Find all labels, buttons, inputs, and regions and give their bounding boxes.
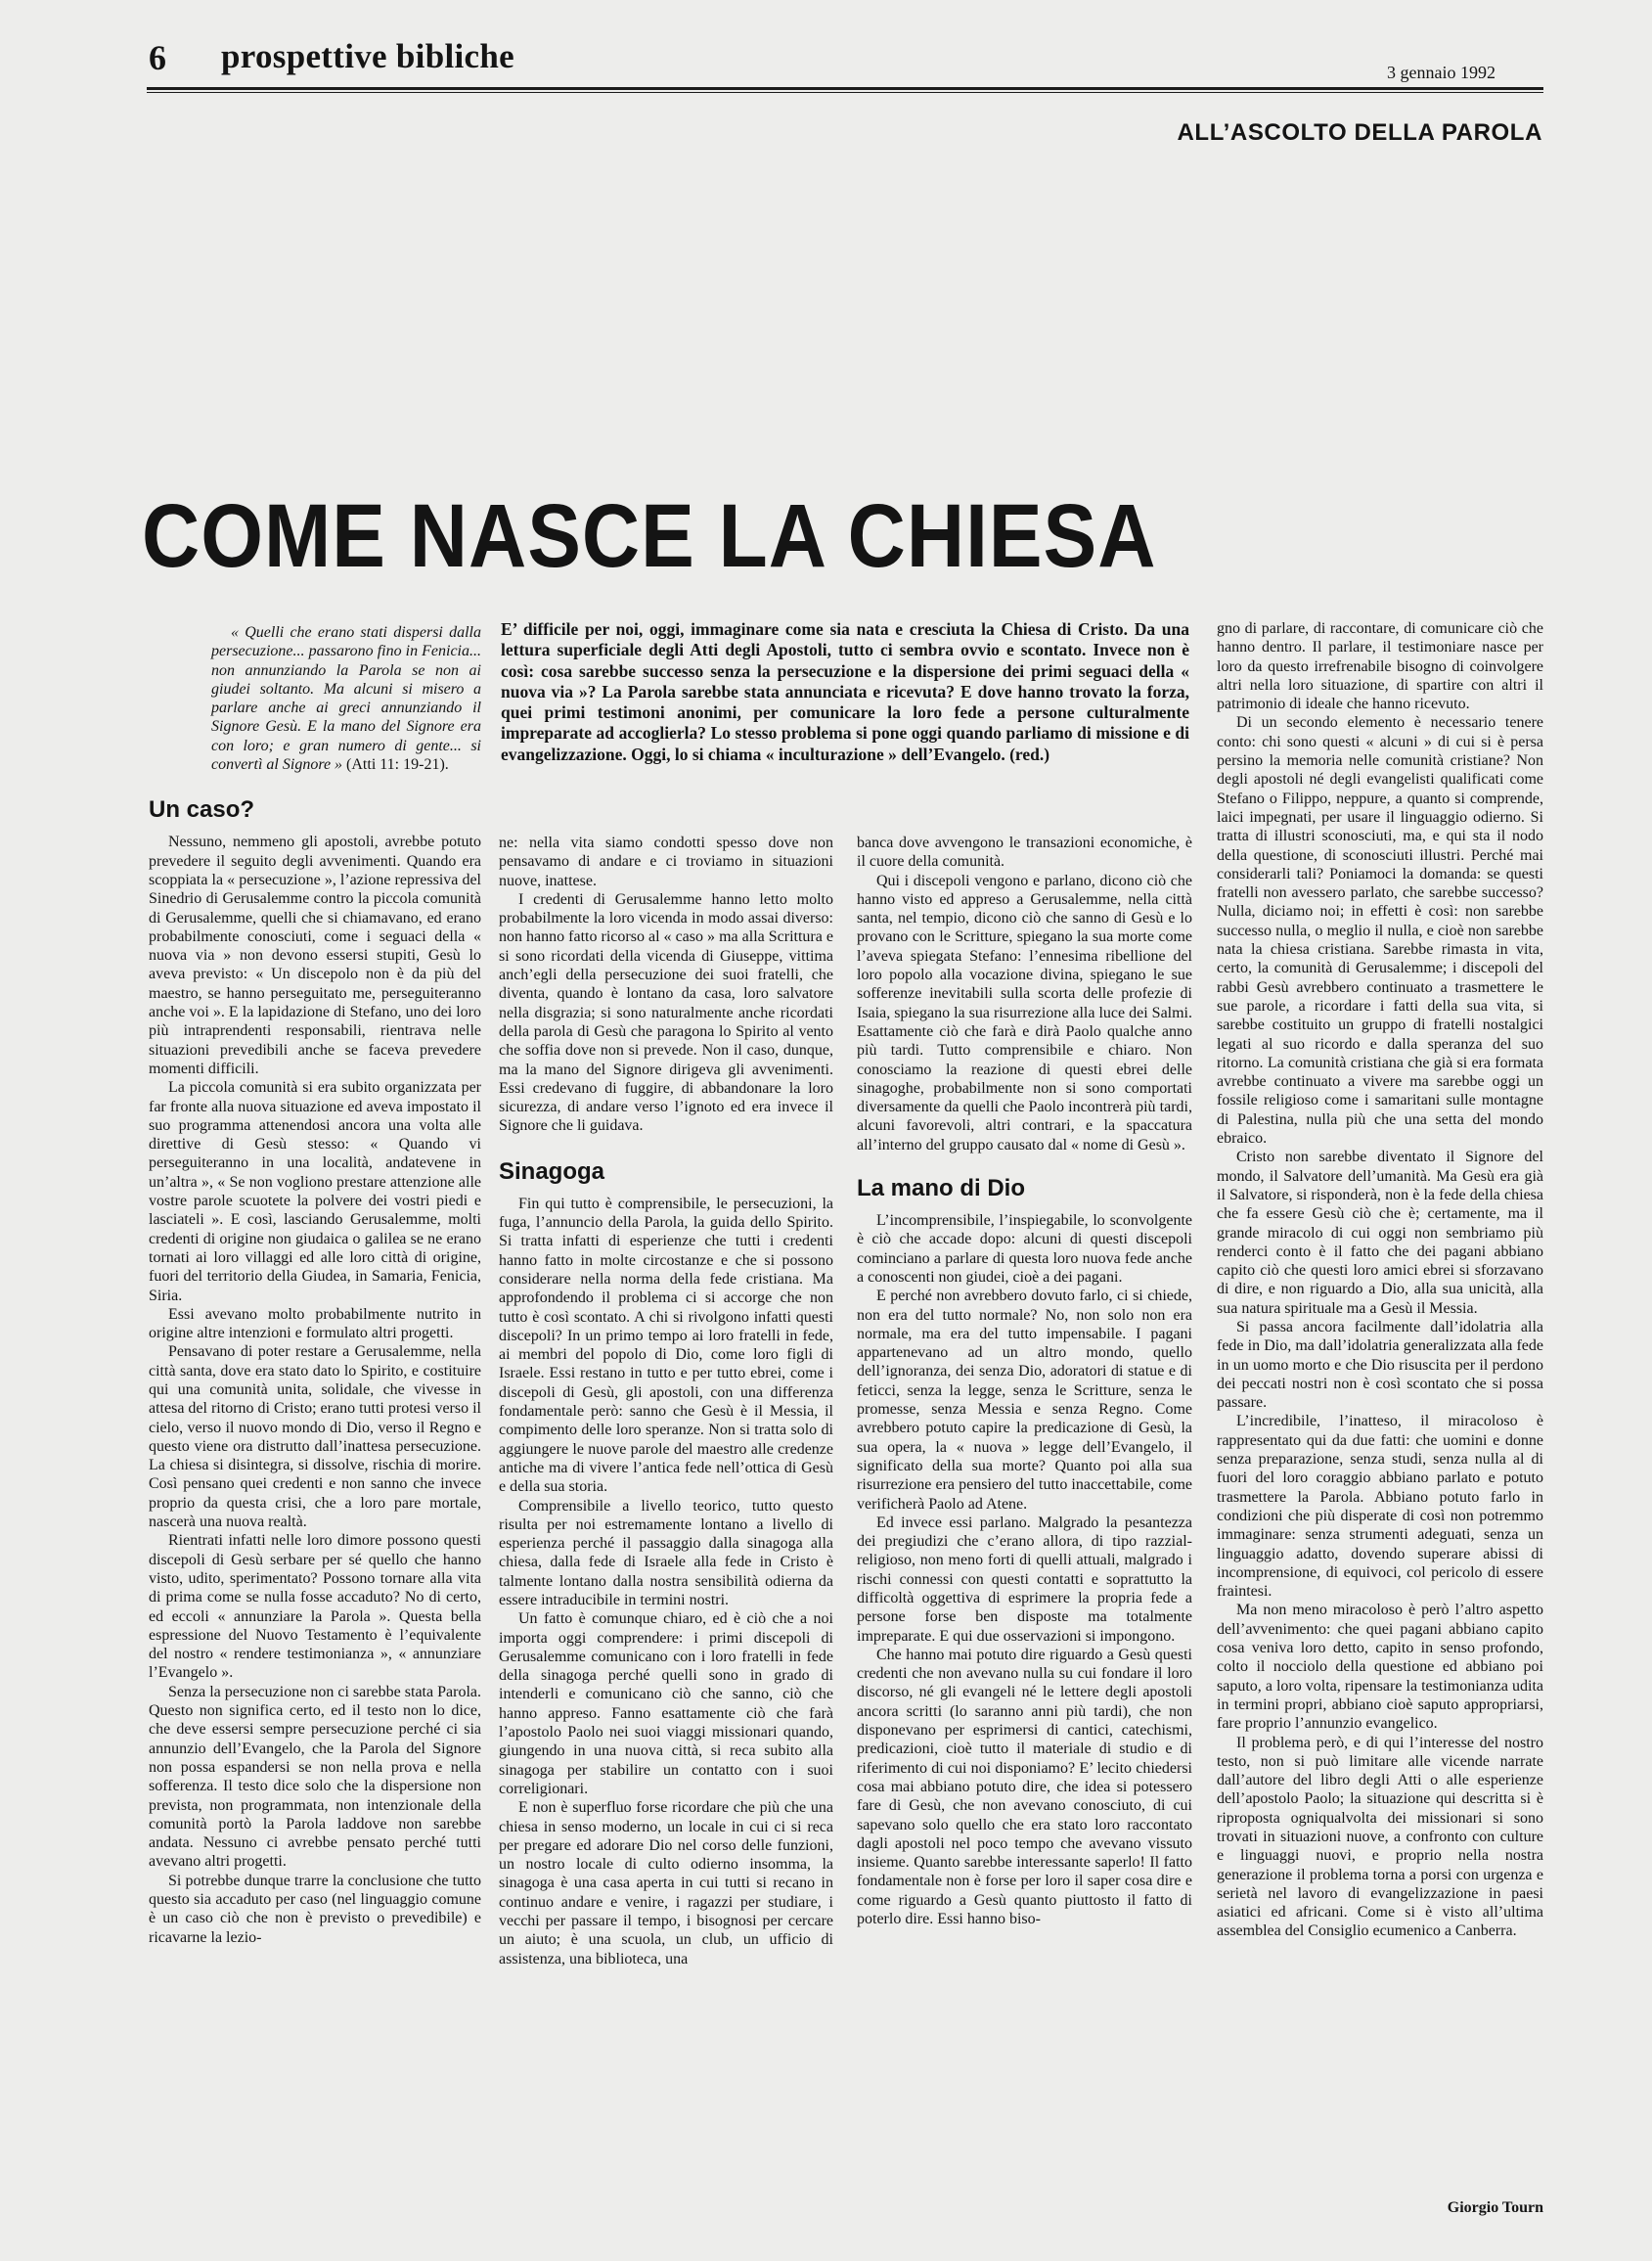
paragraph: Di un secondo elemento è necessario tenere conto: chi sono questi « alcuni » di cui si è persa persino la memoria nelle comunità cristiane? Non degli apostoli né degli evangelisti qualificati come Stefano o Filippo, neppure, a quanto si comprende, laici impegnati, per usare il linguaggio odierno. Si tratta di illustri sconosciuti, ma, e qui sta il nodo della questione, di sconosciuti illustri. Perché mai considerarli tali? Poniamoci la domanda: se questi fratelli non avessero parlato, che sarebbe successo? Nulla, diciamo noi; in effetti è così: non sarebbe successo nulla, o meglio il nulla, e cioè non sarebbe nata la chiesa cristiana. Sarebbe rimasta in vita, certo, la comunità di Gerusalemme; i discepoli del rabbi Gesù avrebbero continuato a trasmettere le sue parole, a ricordare i fatti della sua vita, si sarebbe costituito un gruppo di fratelli nostalgici legati al suo ricordo e dalla speranza del suo ritorno. La comunità cristiana che già si era formata avrebbe continuato a vivere ma sarebbe oggi un fossile religioso come i samaritani sulle montagne di Palestina, nulla più che una setta del mondo ebraico.: [1217, 714, 1543, 1148]
paragraph: Pensavano di poter restare a Gerusalemme, nella città santa, dove era stato dato lo Spirito, e costituire qui una comunità unita, solidale, che vivesse in attesa del ritorno di Cristo; erano tutti protesi verso il cielo, verso il nuovo mondo di Dio, verso il Regno e questo viene ora distrutto dall’inattesa persecuzione. La chiesa si disintegra, si dissolve, rischia di morire. Così pensano quei credenti e non sanno che invece proprio da questa crisi, che a loro pare mortale, nascerà una nuova realtà.: [149, 1343, 481, 1531]
subhead-un-caso: Un caso?: [149, 796, 255, 824]
paragraph: Cristo non sarebbe diventato il Signore del mondo, il Salvatore dell’umanità. Ma Gesù era già il Salvatore, si risponderà, non è la fede della chiesa che fa essere Gesù ciò che è; certamente, ma il grande miracolo di cui oggi non sembriamo più renderci conto è il fatto che dei pagani abbiano capito ciò che questi loro amici ebrei si sforzavano di dire, e non riguardo a Dio, alla sua unicità, alla sua natura spirituale ma a Gesù il Messia.: [1217, 1149, 1543, 1317]
author-signature: Giorgio Tourn: [1447, 2199, 1543, 2216]
column-4: [1217, 619, 1543, 1941]
column-2: [499, 834, 833, 1968]
paragraph: Essi avevano molto probabilmente nutrito in origine altre intenzioni e formulato altri progetti.: [149, 1305, 481, 1342]
article-title: COME NASCE LA CHIESA: [142, 486, 1157, 587]
epigraph-reference: (Atti 11: 19-21).: [346, 756, 449, 774]
paragraph: Fin qui tutto è comprensibile, le persecuzioni, la fuga, l’annuncio della Parola, la guida dello Spirito. Si tratta infatti di esperienze che tutti i credenti hanno fatto in molte circostanze e che si possono considerare nella norma della fede cristiana. Ma approfondendo il problema ci si accorge che non tutto è così scontato. A chi si rivolgono infatti questi discepoli? In un primo tempo ai loro fratelli in fede, ai membri del popolo di Dio, come loro figli di Israele. Essi restano in tutto e per tutto ebrei, come i discepoli di Gesù, gli apostoli, con una differenza fondamentale però: sanno che Gesù è il Messia, il compimento delle loro speranze. Non si tratta solo di aggiungere le nuove parole del maestro alle credenze antiche ma di vivere l’antica fede nell’ottica di Gesù e della sua storia.: [499, 1195, 833, 1496]
epigraph: [149, 623, 481, 774]
column-1: [149, 623, 481, 1947]
paragraph: Nessuno, nemmeno gli apostoli, avrebbe potuto prevedere il seguito degli avvenimenti. Quando era scoppiata la « persecuzione », l’azione repressiva del Sinedrio di Gerusalemme contro la piccola comunità di Gerusalemme, quelli che si chiamavano, ed erano probabilmente conosciuti, come i seguaci della « nuova via » non devono essersi stupiti, Gesù lo aveva previsto: « Un discepolo non è da più del maestro, se hanno perseguitato me, perseguiteranno anche voi ». E la lapidazione di Stefano, uno dei loro più intraprendenti responsabili, rientrava nelle situazioni prevedibili anche se faceva prevedere momenti difficili.: [149, 834, 481, 1077]
paragraph: gno di parlare, di raccontare, di comunicare ciò che hanno dentro. Il parlare, il testimoniare nasce per loro da questo irrefrenabile bisogno di coinvolgere altri nella loro situazione, di spartire con altri il patrimonio di ideale che hanno ricevuto.: [1217, 620, 1543, 713]
masthead-rule-thin: [147, 92, 1543, 93]
paragraph: E non è superfluo forse ricordare che più che una chiesa in senso moderno, un locale in cui ci si reca per pregare ed adorare Dio nel corso delle funzioni, un nostro locale di culto odierno insomma, la sinagoga è una casa aperta in cui tutti si recano in continuo andare e venire, i ragazzi per studiare, i vecchi per passare il tempo, i bisognosi per cercare un aiuto; è una scuola, un club, un ufficio di assistenza, una biblioteca, una: [499, 1799, 833, 1967]
paragraph: I credenti di Gerusalemme hanno letto molto probabilmente la loro vicenda in modo assai diverso: non hanno fatto ricorso al « caso » ma alla Scrittura e si sono ricordati della vicenda di Giuseppe, vittima anch’egli della persecuzione dei suoi fratelli, che diventa, quando è lontano da casa, loro salvatore nella disgrazia; si sono naturalmente anche ricordati della parola di Gesù che paragona lo Spirito al vento che soffia dove non si prevede. Non il caso, dunque, ma la mano del Signore dirigeva gli avvenimenti. Essi credevano di fuggire, di abbandonare la loro sicurezza, di andare verso l’ignoto ed era invece il Signore che li guidava.: [499, 890, 833, 1135]
page-number: 6: [149, 38, 166, 77]
paragraph: Ma non meno miracoloso è però l’altro aspetto dell’avvenimento: che quei pagani abbiano capito cosa veniva loro detto, capito in senso profondo, colto il nocciolo della questione ed abbiano poi saputo, a loro volta, ripensare la testimonianza udita in termini propri, abbiano cioè saputo appropriarsi, fare proprio l’annunzio evangelico.: [1217, 1602, 1543, 1733]
paragraph: L’incomprensibile, l’inspiegabile, lo sconvolgente è ciò che accade dopo: alcuni di questi discepoli cominciano a parlare di questa loro nuova fede anche a conoscenti non giudei, cioè a dei pagani.: [857, 1212, 1192, 1286]
paragraph: Ed invece essi parlano. Malgrado la pesantezza dei pregiudizi che c’erano allora, di tipo razzial-religioso, non meno forti di quelli attuali, malgrado i rischi connessi con questi contatti e soprattutto la difficoltà oggettiva di esprimere la propria fede a persone forse ben disposte ma totalmente impreparate. E qui due osservazioni si impongono.: [857, 1514, 1192, 1645]
paragraph: Comprensibile a livello teorico, tutto questo risulta per noi estremamente lontano a livello di esperienza perché il passaggio dalla sinagoga alla chiesa, dalla fede di Israele alla fede in Cristo è talmente lontano dalla nostra sensibilità odierna da essere intraducibile in termini nostri.: [499, 1497, 833, 1608]
masthead-rule: [147, 87, 1543, 90]
paragraph: ne: nella vita siamo condotti spesso dove non pensavamo di andare e ci troviamo in situazioni nuove, inattese.: [499, 835, 833, 889]
paragraph: Si potrebbe dunque trarre la conclusione che tutto questo sia accaduto per caso (nel linguaggio comune è un caso ciò che non è previsto o prevedibile) e ricavarne la lezio-: [149, 1872, 481, 1946]
paragraph: Qui i discepoli vengono e parlano, dicono ciò che hanno visto ed appreso a Gerusalemme, nella città santa, nel tempio, dicono ciò che sanno di Gesù e lo provano con le Scritture, spiegano la sua morte come l’aveva spiegata Stefano: l’ennesima ribellione del loro popolo alla vocazione divina, spiegano le sue sofferenze inevitabili sulla scorta delle profezie di Isaia, spiegano la sua risurrezione alla luce dei Salmi. Esattamente ciò che farà e dirà Paolo qualche anno più tardi. Tutto comprensibile e chiaro. Non conosciamo la reazione di questi ebrei delle sinagoghe, probabilmente non si sono comportati diversamente da quelli che Paolo incontrerà più tardi, alcuni favorevoli, altri contrari, e la spaccatura all’interno del gruppo causato dal « nome di Gesù ».: [857, 872, 1192, 1153]
subhead-sinagoga: Sinagoga: [499, 1157, 605, 1185]
intro-text: E’ difficile per noi, oggi, immaginare come sia nata e cresciuta la Chiesa di Cristo. Da una lettura superficiale degli Atti degli Apostoli, tutto ci sembra ovvio e scontato. Invece non è così: cosa sarebbe successo senza la persecuzione e la dispersione dei primi seguaci della « nuova via »? La Parola sarebbe stata annunciata e ricevuta? E dove hanno trovato la forza, quei primi testimoni anonimi, per comunicare la loro fede a persone culturalmente impreparate ad accoglierla? Lo stesso problema si pone oggi quando parliamo di missione e di evangelizzazione. Oggi, lo si chiama « inculturazione » dell’Evangelo. (red.): [501, 619, 1189, 764]
issue-date: 3 gennaio 1992: [1387, 63, 1496, 82]
column-3: [857, 834, 1192, 1928]
paragraph: Che hanno mai potuto dire riguardo a Gesù questi credenti che non avevano nulla su cui fondare il loro discorso, né gli evangeli né le lettere degli apostoli ancora scritti (lo saranno anni più tardi), che non disponevano per esprimersi di cantici, catechismi, predicazioni, cioè tutto il materiale di studio e di riferimento di cui noi disponiamo? E’ lecito chiedersi cosa mai abbiano potuto dire, che idea si potessero fare di Gesù, che non avevano conosciuto, di cui sapevano solo quello che era stato loro raccontato dagli apostoli nel poco tempo che avevano vissuto insieme. Quanto sarebbe interessante saperlo! Il fatto fondamentale non è forse per loro il saper cosa dire e come riguardo a Gesù quanto piuttosto il fatto di poterlo dire. Essi hanno biso-: [857, 1646, 1192, 1928]
paragraph: L’incredibile, l’inatteso, il miracoloso è rappresentato qui da due fatti: che uomini e donne senza preparazione, senza studi, senza nulla al di fuori del loro coraggio abbiano parlato e potuto trasmettere la Parola. Abbiano potuto farlo in condizioni che più disperate di così non potremmo immaginare: senza strumenti adeguati, senza un linguaggio adatto, dovendo superare abissi di incomprensione, di equivoci, col pericolo di essere fraintesi.: [1217, 1413, 1543, 1601]
subhead-la-mano-di-dio: La mano di Dio: [857, 1175, 1026, 1202]
paragraph: Un fatto è comunque chiaro, ed è ciò che a noi importa oggi comprendere: i primi discepoli di Gerusalemme comunicano con i loro fratelli in fede della sinagoga perché quelli sono in grado di intenderli e comunicano ciò che sanno, ciò che hanno appreso. Fanno esattamente ciò che farà l’apostolo Paolo nei suoi viaggi missionari quando, giungendo in una nuova città, si reca subito alla sinagoga per stabilire un contatto con i suoi correligionari.: [499, 1610, 833, 1797]
paragraph: Rientrati infatti nelle loro dimore possono questi discepoli di Gesù serbare per sé quello che hanno visto, udito, sperimentato? Possono tornare alla vita di prima come se nulla fosse accaduto? No di certo, ed eccoli « annunziare la Parola ». Questa bella espressione del Nuovo Testamento è l’equivalente del nostro « rendere testimonianza », « annunziare l’Evangelo ».: [149, 1532, 481, 1682]
paragraph: Si passa ancora facilmente dall’idolatria alla fede in Dio, ma dall’idolatria generalizzata alla fede in un uomo morto e che Dio risuscita per il perdono dei peccati nostri non è così scontato che si possa passare.: [1217, 1318, 1543, 1412]
magazine-name: prospettive bibliche: [221, 37, 514, 75]
paragraph: banca dove avvengono le transazioni economiche, è il cuore della comunità.: [857, 835, 1192, 871]
article-intro: [501, 619, 1189, 765]
section-title: ALL’ASCOLTO DELLA PAROLA: [1177, 119, 1542, 146]
paragraph: E perché non avrebbero dovuto farlo, ci si chiede, non era del tutto normale? No, non solo non era normale, ma era del tutto impensabile. I pagani appartenevano ad un altro mondo, quello dell’ignoranza, dei senza Dio, adoratori di statue e di feticci, senza la legge, senza le Scritture, senza le promesse, senza Messia e senza Regno. Come avrebbero potuto capire la predicazione di Gesù, la sua opera, la « nuova » legge dell’Evangelo, il significato della sua morte? Quanto poi alla sua risurrezione era pensiero del tutto inaccettabile, come verificherà Paolo ad Atene.: [857, 1288, 1192, 1513]
paragraph: Senza la persecuzione non ci sarebbe stata Parola. Questo non significa certo, ed il testo non lo dice, che deve essersi sempre persecuzione perché ci sia annunzio dell’Evangelo, che la Parola del Signore non possa espandersi se non nella prova e nella sofferenza. Il testo dice solo che la dispersione non prevista, non programmata, non intenzionale della comunità portò la Parola laddove non sarebbe andata. Nessuno ci avrebbe pensato perché tutti avevano altri progetti.: [149, 1683, 481, 1871]
paragraph: Il problema però, e di qui l’interesse del nostro testo, non si può limitare alle vicende narrate dall’autore del libro degli Atti o alle esperienze dell’apostolo Paolo; la situazione qui descritta si è riproposta ogniqualvolta dei missionari si sono trovati in situazioni nuove, a confronto con culture e linguaggi nuovi, e proprio nella nostra generazione il problema torna a porsi con urgenza e serietà nel lavoro di evangelizzazione in paesi asiatici ed africani. Come si è visto all’ultima assemblea del Consiglio ecumenico a Canberra.: [1217, 1734, 1543, 1940]
epigraph-text: « Quelli che erano stati dispersi dalla persecuzione... passarono fino in Fenicia... non annunziando la Parola se non ai giudei soltanto. Ma alcuni si misero a parlare anche ai greci annunziando il Signore Gesù. E la mano del Signore era con loro; e gran numero di gente... si convertì al Signore »: [211, 624, 481, 774]
paragraph: La piccola comunità si era subito organizzata per far fronte alla nuova situazione ed aveva impostato il suo programma attenendosi ancora una volta alle direttive di Gesù stesso: « Quando vi perseguiteranno in una località, andatevene in un’altra », « Se non vogliono prestare attenzione alle vostre parole scuotete la polvere dei vostri piedi e lasciateli ». E così, lasciando Gerusalemme, molti credenti di origine non giudaica o galilea se ne erano tornati ai loro villaggi ed alle loro città di origine, fuori del territorio della Giudea, in Samaria, Fenicia, Siria.: [149, 1079, 481, 1304]
